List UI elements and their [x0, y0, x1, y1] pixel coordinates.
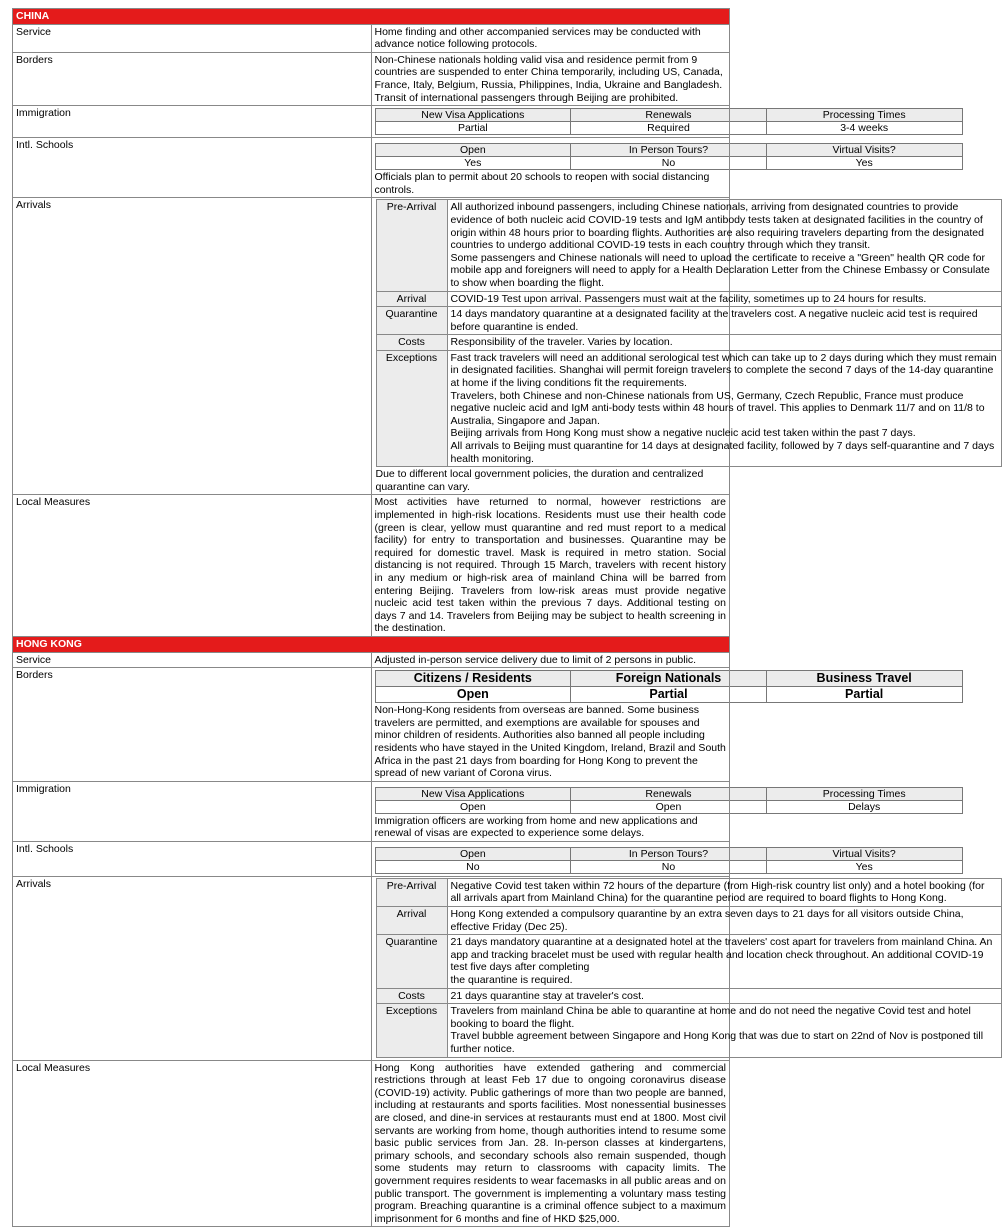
borders-text: Non-Hong-Kong residents from overseas are banned. Some business travelers are permitted, and exemptions are available for spouses and minor children of residents. Authorities also banned all people including residents who have stayed in the United Kingdom, Ireland, Brazil and South Africa in the past 21 days from boarding for Hong Kong to prevent the spread of new variant of Corona virus.	[374, 704, 726, 780]
china-header: CHINA	[13, 9, 730, 25]
row-label: Arrivals	[13, 198, 372, 495]
arrivals-text: 21 days quarantine stay at traveler's cost.	[447, 988, 1001, 1004]
cell-value: Partial	[766, 687, 962, 703]
row-label: Intl. Schools	[13, 841, 372, 876]
cell-value: Yes	[766, 860, 962, 873]
row-label: Arrivals	[13, 876, 372, 1060]
arrivals-text: All arrivals to Beijing must quarantine for 14 days at designated facility, followed by 7 days self-quarantine and 7 days health monitoring.	[450, 440, 995, 465]
arrivals-table	[376, 199, 1002, 467]
row-content	[371, 138, 896, 198]
row-content	[371, 781, 906, 841]
col-header: Open	[375, 144, 571, 157]
arrivals-arrival	[376, 291, 1001, 307]
schools-table	[375, 143, 963, 170]
row-label: Local Measures	[13, 1060, 372, 1227]
row-content	[371, 668, 912, 782]
arrivals-label: Arrival	[376, 907, 447, 935]
row-content: Hong Kong authorities have extended gathering and commercial restrictions through at least Feb 17 due to ongoing coronavirus disease (COVID-19) activity. Public gatherings of more than two people are banned, including at restaurants and sports facilities. Most nonessential businesses are closed, and dine-in services at restaurants must end at 1800. Most civil servants are working from home, though authorities intend to resume some basic public services from Jan. 28. In-person classes at kindergartens, primary schools, and secondary schools also remain suspended, though some students may return to classrooms with capacity limits. The government requires residents to wear facemasks in all public areas and on public transport. The government is implementing a voluntary mass testing program. Breaching quarantine is a criminal offence subject to a maximum imprisonment for 6 months and fine of HKD $25,000.	[371, 1060, 730, 1227]
row-content	[371, 841, 896, 876]
china-service-row	[13, 24, 730, 52]
row-label: Intl. Schools	[13, 138, 372, 198]
arrivals-text: 21 days mandatory quarantine at a designated hotel at the travelers' cost apart for travelers from mainland China. An app and tracking bracelet must be used with regular health and location check throughout. An additional COVID-19 test five days after completing	[450, 936, 993, 974]
hk-service-row	[13, 652, 730, 668]
schools-note: Officials plan to permit about 20 schools to reopen with social distancing controls.	[374, 171, 710, 196]
country-report	[12, 8, 997, 1227]
arrivals-pre-arrival	[376, 878, 1001, 906]
arrivals-text: Beijing arrivals from Hong Kong must show a negative nucleic acid test taken within the past 7 days.	[450, 427, 916, 440]
cell-value: No	[571, 157, 767, 170]
arrivals-text: 14 days mandatory quarantine at a designated facility at the travelers cost. A negative nucleic acid test is required before quarantine is ended.	[447, 307, 1001, 335]
row-label: Local Measures	[13, 495, 372, 637]
col-header: Open	[375, 847, 571, 860]
cell-value: Partial	[375, 122, 571, 135]
col-header: Business Travel	[766, 671, 962, 687]
arrivals-exceptions	[376, 1004, 1001, 1057]
row-label: Immigration	[13, 781, 372, 841]
arrivals-pre-arrival	[376, 200, 1001, 291]
row-content	[371, 876, 993, 1060]
arrivals-label: Pre-Arrival	[376, 200, 447, 291]
cell-value: Partial	[571, 687, 767, 703]
hk-borders-row	[13, 668, 730, 782]
cell-value: Required	[571, 122, 767, 135]
row-content: Adjusted in-person service delivery due to limit of 2 persons in public.	[371, 652, 730, 668]
arrivals-text: Fast track travelers will need an additional serological test which can take up to 2 days during which they must remain in designated facilities. Shanghai will permit foreign travelers to complete the second 7 days of the 14-day quarantine at home if the living conditions fit the requirements.	[450, 351, 997, 390]
arrivals-text: Travelers, both Chinese and non-Chinese nationals from US, Germany, Czech Republic, France must produce negative nucleic acid and IgM anti-body tests within 48 hours of travel. This applies to Denmark 11/7 and on 11/8 to Australia, Singapore and Japan.	[450, 389, 985, 427]
cell-value: Open	[375, 687, 571, 703]
arrivals-text: Hong Kong extended a compulsory quarantine by an extra seven days to 21 days for all visitors outside China, effective Friday (Dec 25).	[447, 907, 1001, 935]
row-content: Non-Chinese nationals holding valid visa and residence permit from 9 countries are suspended to enter China temporarily, including US, Canada, France, Italy, Belgium, Russia, Philippines, India, Ukraine and Bangladesh. Transit of international passengers through Beijing are prohibited.	[371, 52, 730, 105]
arrivals-quarantine	[376, 935, 1001, 988]
china-schools-row	[13, 138, 730, 198]
hk-local-row	[13, 1060, 730, 1227]
row-label: Immigration	[13, 106, 372, 138]
china-arrivals-row	[13, 198, 730, 495]
arrivals-exceptions	[376, 350, 1001, 466]
cell-value: No	[571, 860, 767, 873]
arrivals-text: Negative Covid test taken within 72 hours of the departure (from High-risk country list only) and a hotel booking (for all arrivals apart from Mainland China) for the quarantine period are required to board flights to Hong Kong.	[447, 878, 1001, 906]
col-header: Foreign Nationals	[571, 671, 767, 687]
arrivals-note: Due to different local government policies, the duration and centralized quarantine can vary.	[375, 468, 704, 493]
cell-value: 3-4 weeks	[766, 122, 962, 135]
arrivals-text: the quarantine is required.	[450, 974, 573, 987]
arrivals-label: Quarantine	[376, 935, 447, 988]
cell-value: No	[375, 860, 571, 873]
china-immigration-row	[13, 106, 730, 138]
hk-schools-row	[13, 841, 730, 876]
arrivals-text: Travelers from mainland China be able to quarantine at home and do not need the negative Covid test and hotel booking to board the flight.	[450, 1005, 971, 1030]
col-header: Processing Times	[766, 109, 962, 122]
col-header: Citizens / Residents	[375, 671, 571, 687]
row-content: Home finding and other accompanied services may be conducted with advance notice following protocols.	[371, 24, 730, 52]
arrivals-label: Quarantine	[376, 307, 447, 335]
col-header: Virtual Visits?	[766, 144, 962, 157]
hk-arrivals-row	[13, 876, 730, 1060]
row-label: Borders	[13, 52, 372, 105]
china-borders-row	[13, 52, 730, 105]
col-header: In Person Tours?	[571, 847, 767, 860]
row-content	[371, 198, 997, 495]
report-table	[12, 8, 997, 1227]
arrivals-table	[376, 878, 1002, 1058]
borders-table	[375, 670, 963, 703]
col-header: Renewals	[571, 787, 767, 800]
arrivals-text: COVID-19 Test upon arrival. Passengers must wait at the facility, sometimes up to 24 hours for results.	[447, 291, 1001, 307]
cell-value: Open	[375, 800, 571, 813]
arrivals-label: Pre-Arrival	[376, 878, 447, 906]
arrivals-arrival	[376, 907, 1001, 935]
arrivals-text: Travel bubble agreement between Singapore and Hong Kong that was due to start on 22nd of Nov is postponed till further notice.	[450, 1030, 984, 1055]
row-label: Borders	[13, 668, 372, 782]
cell-value: Yes	[766, 157, 962, 170]
schools-table	[375, 847, 963, 874]
cell-value: Yes	[375, 157, 571, 170]
arrivals-label: Exceptions	[376, 350, 447, 466]
col-header: Renewals	[571, 109, 767, 122]
row-label: Service	[13, 652, 372, 668]
row-label: Service	[13, 24, 372, 52]
row-content	[371, 106, 906, 138]
arrivals-quarantine	[376, 307, 1001, 335]
arrivals-label: Exceptions	[376, 1004, 447, 1057]
hongkong-header: HONG KONG	[13, 636, 730, 652]
arrivals-label: Costs	[376, 988, 447, 1004]
col-header: Virtual Visits?	[766, 847, 962, 860]
col-header: New Visa Applications	[375, 787, 571, 800]
arrivals-costs	[376, 988, 1001, 1004]
arrivals-label: Arrival	[376, 291, 447, 307]
col-header: Processing Times	[766, 787, 962, 800]
china-local-row	[13, 495, 730, 637]
immigration-note: Immigration officers are working from home and new applications and renewal of visas are expected to experience some delays.	[374, 814, 698, 840]
cell-value: Open	[571, 800, 767, 813]
immigration-table	[375, 108, 963, 135]
col-header: New Visa Applications	[375, 109, 571, 122]
arrivals-costs	[376, 335, 1001, 351]
col-header: In Person Tours?	[571, 144, 767, 157]
immigration-table	[375, 787, 963, 814]
cell-value: Delays	[766, 800, 962, 813]
row-content: Most activities have returned to normal, however restrictions are implemented in high-risk locations. Residents must use their health code (green is clear, yellow must quarantine and red must report to a medical facility) for entry to transportation and businesses. Quarantine may be required for domestic travel. Mask is required in metro station. Social distancing is not required. Through 15 March, travelers with recent history in any medium or high-risk area of mainland China will be barred from entering Beijing. Travelers from low-risk areas must provide negative nucleic acid test taken within the previous 7 days. Additional testing on days 7 and 14. Travelers from Beijing may be subject to health screening in the destination.	[371, 495, 730, 637]
arrivals-label: Costs	[376, 335, 447, 351]
arrivals-text: Responsibility of the traveler. Varies by location.	[447, 335, 1001, 351]
arrivals-text: Some passengers and Chinese nationals will need to upload the certificate to receive a "Green" health QR code for mobile app and foreigners will need to apply for a Health Declaration Letter from the Chinese Embassy or Consulate to show when boarding the flight.	[450, 251, 990, 289]
arrivals-text: All authorized inbound passengers, including Chinese nationals, arriving from designated countries to provide evidence of both nucleic acid COVID-19 tests and IgM antibody tests taken at designated facilities in the country of origin within 48 hours prior to boarding flights. Authorities are also requiring travelers departing from the designated countries to undergo additional COVID-19 tests in each country through which they transit.	[450, 201, 984, 252]
hk-immigration-row	[13, 781, 730, 841]
